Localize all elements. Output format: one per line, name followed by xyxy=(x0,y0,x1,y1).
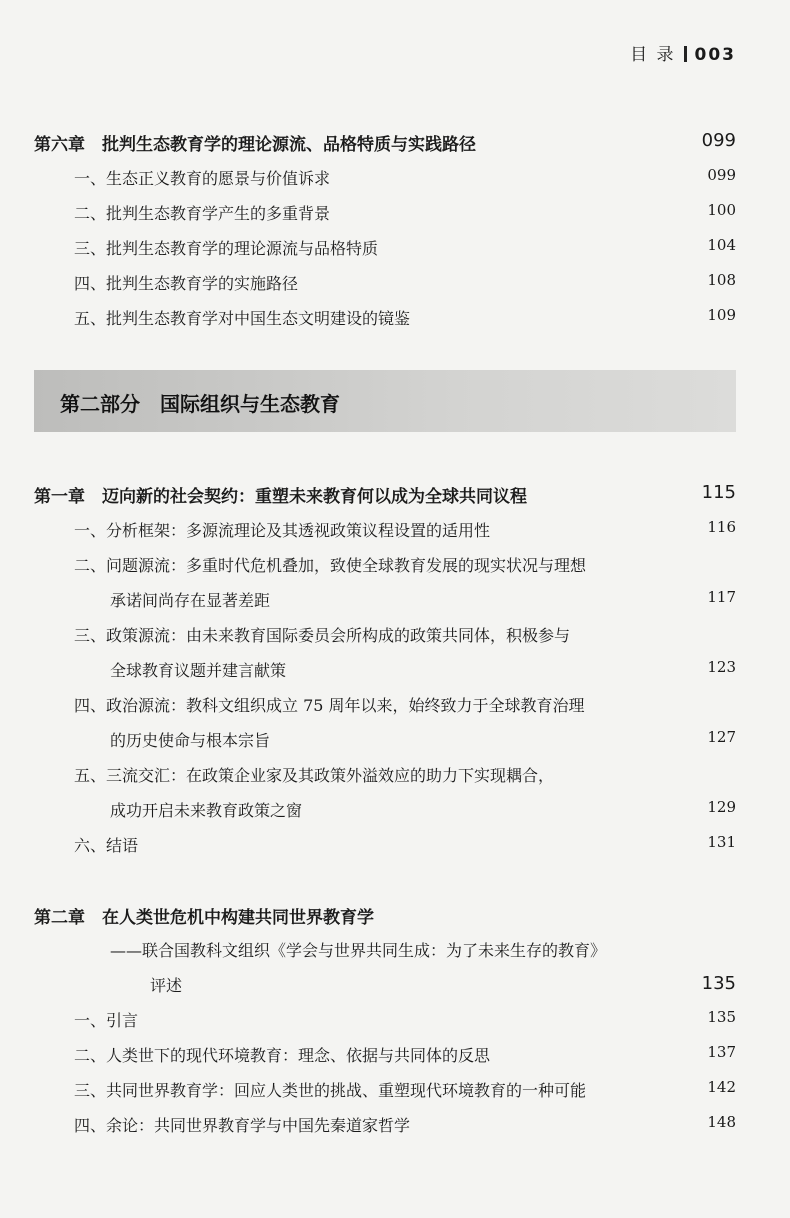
header-divider xyxy=(684,46,687,62)
section-page: 099 xyxy=(707,166,736,184)
part-banner xyxy=(34,370,736,432)
section-page: 131 xyxy=(707,833,736,851)
section-title-continued: 成功开启未来教育政策之窗 xyxy=(110,801,303,820)
section-title: 一、分析框架：多源流理论及其透视政策议程设置的适用性 xyxy=(74,521,491,540)
section-title-continued: 全球教育议题并建言献策 xyxy=(110,661,287,680)
toc-section[interactable] xyxy=(0,623,790,657)
section-title: 五、批判生态教育学对中国生态文明建设的镜鉴 xyxy=(74,309,411,328)
chapter-title: 第一章 迈向新的社会契约：重塑未来教育何以成为全球共同议程 xyxy=(34,487,527,507)
chapter-page: 115 xyxy=(701,482,736,503)
chapter-title: 第六章 批判生态教育学的理论源流、品格特质与实践路径 xyxy=(34,135,476,155)
chapter-subtitle-continued[interactable] xyxy=(0,973,790,1007)
toc-section[interactable] xyxy=(0,1043,790,1077)
toc-section[interactable] xyxy=(0,306,790,340)
chapter-title: 第二章 在人类世危机中构建共同世界教育学 xyxy=(34,908,374,928)
section-page: 109 xyxy=(707,306,736,324)
section-title: 二、人类世下的现代环境教育：理念、依据与共同体的反思 xyxy=(74,1046,491,1065)
toc-section[interactable] xyxy=(0,693,790,727)
section-title: 三、共同世界教育学：回应人类世的挑战、重塑现代环境教育的一种可能 xyxy=(74,1081,587,1100)
section-title: 四、余论：共同世界教育学与中国先秦道家哲学 xyxy=(74,1116,411,1135)
toc-chapter-6[interactable] xyxy=(0,130,790,164)
section-title: 五、三流交汇：在政策企业家及其政策外溢效应的助力下实现耦合， xyxy=(74,766,555,785)
toc-section[interactable] xyxy=(0,166,790,200)
section-page: 108 xyxy=(707,271,736,289)
section-title: 三、政策源流：由未来教育国际委员会所构成的政策共同体，积极参与 xyxy=(74,626,571,645)
toc-section[interactable] xyxy=(0,1008,790,1042)
toc-section[interactable] xyxy=(0,763,790,797)
chapter-subtitle-text: ——联合国教科文组织《学会与世界共同生成：为了未来生存的教育》 xyxy=(110,941,607,960)
section-title: 二、问题源流：多重时代危机叠加，致使全球教育发展的现实状况与理想 xyxy=(74,556,587,575)
section-page: 135 xyxy=(707,1008,736,1026)
section-title: 一、引言 xyxy=(74,1011,139,1030)
toc-chapter-2[interactable] xyxy=(0,903,790,937)
toc-section-continued[interactable] xyxy=(0,728,790,762)
running-header xyxy=(630,40,736,65)
section-title-continued: 的历史使命与根本宗旨 xyxy=(110,731,271,750)
section-title: 二、批判生态教育学产生的多重背景 xyxy=(74,204,331,223)
toc-section[interactable] xyxy=(0,236,790,270)
chapter-subtitle[interactable] xyxy=(0,938,790,972)
section-page: 116 xyxy=(707,518,736,536)
section-title: 四、批判生态教育学的实施路径 xyxy=(74,274,299,293)
toc-section[interactable] xyxy=(0,518,790,552)
toc-section-continued[interactable] xyxy=(0,798,790,832)
toc-section-continued[interactable] xyxy=(0,658,790,692)
toc-section[interactable] xyxy=(0,1078,790,1112)
toc-chapter-1[interactable] xyxy=(0,482,790,516)
header-label: 目 录 xyxy=(630,45,676,65)
section-title: 六、结语 xyxy=(74,836,139,855)
toc-section[interactable] xyxy=(0,833,790,867)
toc-section[interactable] xyxy=(0,1113,790,1147)
section-title: 三、批判生态教育学的理论源流与品格特质 xyxy=(74,239,379,258)
section-page: 148 xyxy=(707,1113,736,1131)
toc-section[interactable] xyxy=(0,271,790,305)
part-title: 第二部分 国际组织与生态教育 xyxy=(60,392,340,416)
chapter-subtitle-text: 评述 xyxy=(150,976,183,995)
section-title: 一、生态正义教育的愿景与价值诉求 xyxy=(74,169,331,188)
section-page: 129 xyxy=(707,798,736,816)
section-page: 104 xyxy=(707,236,736,254)
chapter-page: 099 xyxy=(701,130,736,151)
toc-section-continued[interactable] xyxy=(0,588,790,622)
chapter-page: 135 xyxy=(701,973,736,994)
toc-section[interactable] xyxy=(0,553,790,587)
section-page: 137 xyxy=(707,1043,736,1061)
section-page: 100 xyxy=(707,201,736,219)
section-page: 117 xyxy=(707,588,736,606)
toc-section[interactable] xyxy=(0,201,790,235)
section-page: 127 xyxy=(707,728,736,746)
section-page: 142 xyxy=(707,1078,736,1096)
section-page: 123 xyxy=(707,658,736,676)
header-page-number: 003 xyxy=(694,45,736,65)
section-title: 四、政治源流：教科文组织成立 75 周年以来，始终致力于全球教育治理 xyxy=(74,696,585,715)
section-title-continued: 承诺间尚存在显著差距 xyxy=(110,591,271,610)
